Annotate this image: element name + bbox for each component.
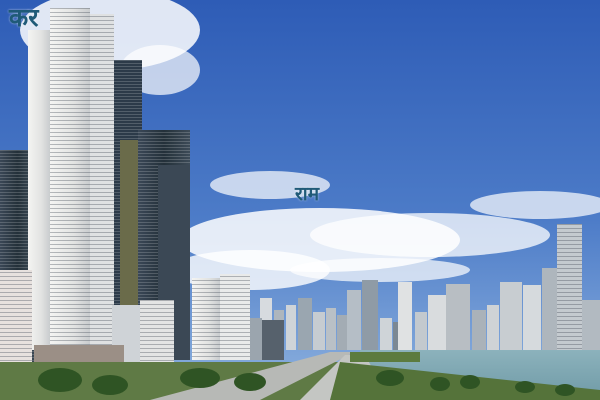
overlay-text-center: राम — [295, 183, 320, 205]
overlay-text-top-left: कर — [9, 3, 39, 32]
